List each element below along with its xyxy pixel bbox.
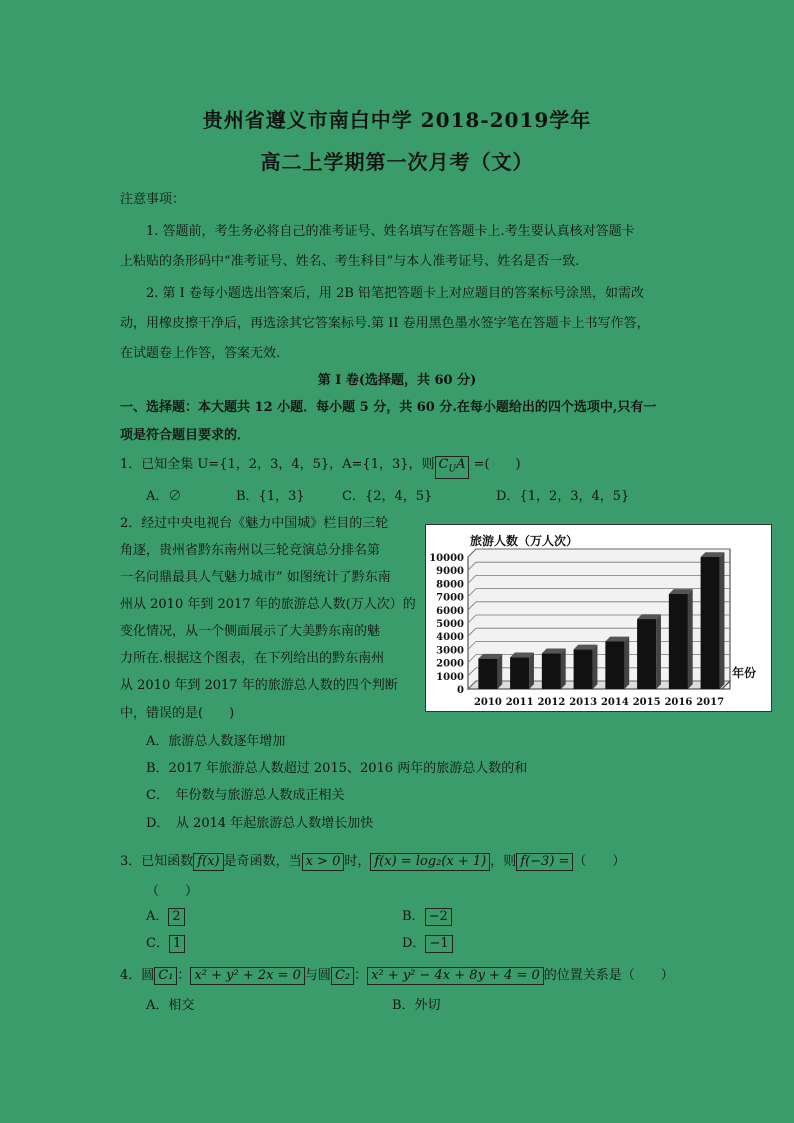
q1-stem-pre: 1．已知全集 U={1，2，3，4，5}，A={1，3}，则	[120, 457, 435, 472]
chart-bar-side	[529, 653, 534, 689]
q3-option-b-label: B．	[402, 909, 425, 924]
q3-box-condition: x > 0	[302, 853, 345, 871]
chart-y-tick-label: 3000	[436, 645, 464, 657]
q4-option-a: A．相交	[146, 998, 195, 1013]
notice-item2-line2: 动，用橡皮擦干净后，再选涂其它答案标号.第 II 卷用黑色墨水签字笔在答题卡上书写作答，	[120, 316, 650, 331]
chart-y-tick-label: 0	[457, 685, 464, 696]
chart-bar-side	[561, 649, 566, 689]
chart-y-tick-label: 4000	[436, 632, 464, 644]
q4-box-c1: C₁	[154, 967, 177, 985]
chart-y-tick-label: 7000	[436, 592, 464, 604]
q4-text-5: 的位置关系是（ ）	[543, 968, 674, 983]
chart-x-ticks	[474, 697, 724, 708]
chart-bar-2015	[637, 619, 656, 689]
chart-y-tick-label: 6000	[436, 605, 464, 617]
q3-option-c	[146, 932, 185, 953]
notice-item2-line3: 在试题卷上作答，答案无效.	[120, 346, 281, 361]
q3-option-d-box: −1	[425, 935, 452, 953]
notice-item1-line2: 上粘贴的条形码中“准考证号、姓名、考生科目”与本人准考证号、姓名是否一致.	[120, 254, 580, 269]
section-title: 第 I 卷(选择题，共 60 分)	[317, 373, 477, 388]
chart-bar-side	[497, 654, 502, 689]
chart-bar-side	[593, 645, 598, 689]
q3-text-2: 是奇函数，当	[223, 854, 302, 869]
chart-bar-side	[720, 552, 725, 689]
q3-stem	[120, 850, 625, 871]
chart-x-tick-label: 2016	[664, 697, 693, 708]
q2-line4: 州从 2010 年到 2017 年的旅游总人数(万人次）的	[120, 597, 416, 612]
q4-box-c2: C₂	[331, 967, 354, 985]
tourism-bar-chart	[425, 524, 772, 712]
q3-text-4: ，则	[490, 854, 517, 869]
q3-option-d-label: D．	[402, 936, 426, 951]
q1-box-c: C	[438, 457, 449, 472]
q2-line7: 从 2010 年到 2017 年的旅游总人数的四个判断	[120, 678, 398, 693]
chart-bar-side	[656, 614, 661, 689]
chart-y-ticks	[429, 553, 464, 696]
chart-bar-2016	[669, 594, 688, 689]
q2-line3: 一名问鼎最具人气魅力城市” 如图统计了黔东南	[120, 570, 391, 585]
q2-line6: 力所在.根据这个图表，在下列给出的黔东南州	[120, 651, 385, 666]
q3-option-a-box: 2	[168, 908, 184, 926]
q3-box-definition: f(x) = log₂(x + 1)	[370, 853, 490, 871]
notice-item1-line1: 1. 答题前，考生务必将自己的准考证号、姓名填写在答题卡上.考生要认真核对答题卡	[146, 224, 635, 239]
q3-option-a-label: A．	[146, 909, 169, 924]
q3-option-d	[402, 932, 453, 953]
q4-text-4: ：	[354, 968, 368, 983]
chart-bar-2012	[542, 653, 561, 689]
exam-title: 贵州省遵义市南白中学 2018-2019学年	[202, 108, 592, 132]
notice-heading: 注意事项：	[120, 192, 186, 207]
q3-text-3: 时，	[344, 854, 371, 869]
chart-svg	[426, 525, 771, 711]
section-instr-line2: 项是符合题目要求的．	[120, 428, 251, 443]
q1-option-c: C．{2，4，5}	[342, 489, 433, 504]
chart-bar-2010	[478, 659, 497, 689]
q1-box-sub: U	[448, 464, 457, 475]
q4-stem	[120, 964, 674, 985]
chart-x-tick-label: 2012	[537, 697, 566, 708]
q1-box-var: A	[456, 457, 466, 472]
chart-y-tick-label: 10000	[429, 553, 464, 564]
q3-option-c-label: C．	[146, 936, 169, 951]
q3-option-b-box: −2	[425, 908, 452, 926]
q2-line1: 2．经过中央电视台《魅力中国城》栏目的三轮	[120, 516, 389, 531]
chart-x-tick-label: 2013	[569, 697, 598, 708]
exam-subtitle: 高二上学期第一次月考（文）	[260, 150, 534, 174]
q4-option-b: B．外切	[392, 998, 441, 1013]
q3-option-c-box: 1	[169, 935, 185, 953]
q2-line2: 角逐，贵州省黔东南州以三轮竞演总分排名第	[120, 543, 381, 558]
q1-option-d: D．{1，2，3，4，5}	[496, 489, 630, 504]
q3-box-fx: f(x)	[193, 853, 223, 871]
q2-option-d: D． 从 2014 年起旅游总人数增长加快	[146, 816, 374, 831]
q4-box-eq2: x² + y² − 4x + 8y + 4 = 0	[367, 967, 544, 985]
q2-option-a: A．旅游总人数逐年增加	[146, 734, 286, 749]
q3-text-1: 3．已知函数	[120, 854, 194, 869]
chart-x-tick-label: 2011	[505, 697, 534, 708]
q1-option-b: B．{1，3}	[236, 489, 305, 504]
q1-complement-box	[435, 456, 470, 479]
chart-bar-2014	[605, 641, 624, 689]
chart-bar-side	[624, 637, 629, 689]
q1-option-a: A．∅	[146, 489, 182, 504]
q2-option-b: B．2017 年旅游总人数超过 2015、2016 两年的旅游总人数的和	[146, 761, 528, 776]
q3-box-query: f(−3) =	[516, 853, 573, 871]
chart-y-tick-label: 9000	[436, 566, 464, 578]
q4-box-eq1: x² + y² + 2x = 0	[190, 967, 304, 985]
section-instr-line1: 一、选择题：本大题共 12 小题．每小题 5 分，共 60 分.在每小题给出的四个选项中,只有一	[120, 400, 657, 415]
notice-item2-line1: 2. 第 I 卷每小题选出答案后，用 2B 铅笔把答题卡上对应题目的答案标号涂黑，如需改	[146, 286, 645, 301]
q2-line8: 中，错误的是( )	[120, 706, 235, 721]
q4-text-2: ：	[177, 968, 191, 983]
q2-line5: 变化情况，从一个侧面展示了大美黔东南的魅	[120, 624, 381, 639]
q4-text-3: 与圆	[304, 968, 331, 983]
q3-option-b	[402, 905, 452, 926]
chart-y-tick-label: 8000	[436, 579, 464, 591]
q2-option-c: C． 年份数与旅游总人数成正相关	[146, 788, 345, 803]
q3-text-5: （ ）	[573, 854, 626, 869]
chart-bar-2017	[701, 557, 720, 689]
chart-y-tick-label: 1000	[436, 671, 464, 683]
q3-option-a	[146, 905, 185, 926]
chart-bar-side	[688, 589, 693, 689]
chart-x-tick-label: 2014	[600, 697, 629, 708]
chart-x-tick-label: 2017	[696, 697, 725, 708]
chart-x-tick-label: 2010	[473, 697, 502, 708]
q3-answer-paren: （ ）	[146, 884, 199, 899]
chart-x-tick-label: 2015	[632, 697, 661, 708]
chart-xlabel: 年份	[732, 666, 757, 680]
chart-bar-2013	[574, 649, 593, 689]
chart-title: 旅游人数（万人次）	[470, 534, 579, 548]
chart-y-tick-label: 2000	[436, 658, 464, 670]
q4-text-1: 4．圆	[120, 968, 155, 983]
q1-stem	[120, 453, 521, 479]
chart-bar-2011	[510, 657, 529, 689]
q1-stem-post: =( )	[469, 457, 521, 472]
chart-y-tick-label: 5000	[436, 619, 464, 630]
